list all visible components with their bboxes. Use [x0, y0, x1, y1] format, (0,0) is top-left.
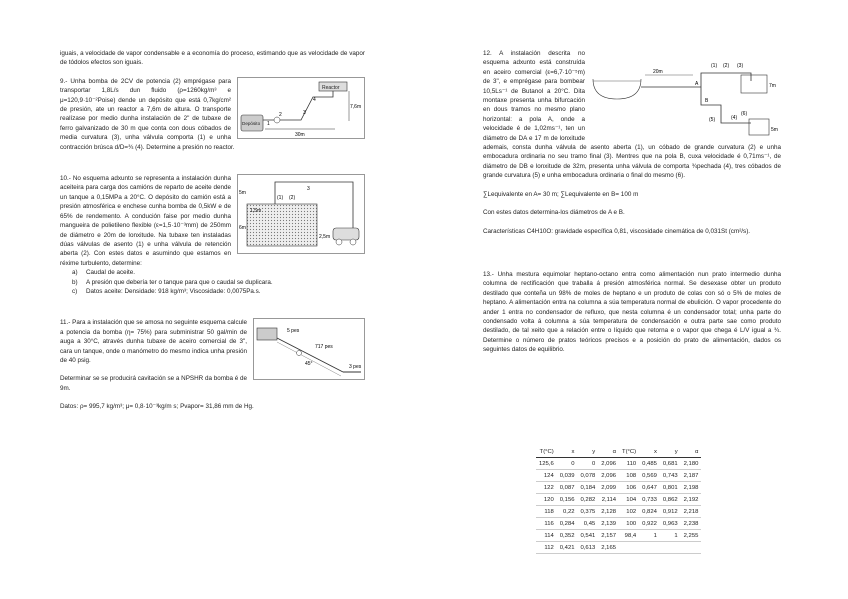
- table-cell: 125,6: [536, 458, 557, 470]
- svg-text:1,5m: 1,5m: [250, 208, 262, 215]
- table-cell: 0,647: [639, 482, 660, 494]
- table-cell: 2,139: [598, 518, 619, 530]
- table-cell: 0,862: [660, 494, 681, 506]
- svg-text:2: 2: [279, 111, 282, 118]
- reactor-label: Reactor: [322, 84, 340, 91]
- table-cell: 2,157: [598, 530, 619, 542]
- table-cell: 118: [536, 506, 557, 518]
- table-cell: 2,128: [598, 506, 619, 518]
- table-cell: 2,096: [598, 470, 619, 482]
- table-cell: 124: [536, 470, 557, 482]
- svg-text:717 pes: 717 pes: [315, 344, 333, 351]
- table-cell: 0,681: [660, 458, 681, 470]
- table-cell: 2,099: [598, 482, 619, 494]
- table-cell: 100: [619, 518, 639, 530]
- svg-text:7,6m: 7,6m: [350, 103, 362, 110]
- svg-text:(1): (1): [277, 195, 284, 202]
- table-cell: 0,733: [639, 494, 660, 506]
- table-row: [536, 458, 701, 470]
- table-cell: 2,238: [681, 518, 702, 530]
- svg-text:2,5m: 2,5m: [319, 234, 331, 241]
- svg-text:3: 3: [307, 186, 310, 193]
- deposito-label: Depósito: [242, 120, 261, 126]
- problem-11: [60, 318, 365, 411]
- table-cell: 114: [536, 530, 557, 542]
- table-cell: 0,743: [660, 470, 681, 482]
- table-cell: 106: [619, 482, 639, 494]
- table-cell: 0,284: [557, 518, 578, 530]
- intro-paragraph: iguais, a velocidade de vapor condensable e a economía do proceso, estimando que as velocidade de vapor de tódolos efectos son iguais.: [60, 50, 365, 67]
- svg-text:30m: 30m: [295, 131, 305, 138]
- list-item: c) Datos aceite: Densidade: 918 kg/m³; Viscosidade: 0,0075Pa.s.: [72, 287, 261, 295]
- table-cell: 112: [536, 542, 557, 554]
- equivalent-lengths: ∑Lequivalente en A= 30 m; ∑Lequivalente en B= 100 m: [483, 190, 639, 198]
- svg-text:5m: 5m: [239, 190, 246, 197]
- table-cell: 2,096: [598, 458, 619, 470]
- table-cell: 1: [660, 530, 681, 542]
- svg-text:(4): (4): [731, 115, 738, 121]
- svg-text:45°: 45°: [305, 361, 313, 368]
- svg-text:(2): (2): [723, 63, 730, 69]
- table-cell: 120: [536, 494, 557, 506]
- problem-9-text: 9.- Unha bomba de 2CV de potencia (2) emprégase para transportar 1,8L/s dun fluido (ρ=1260kg/m³ e μ=120,9·10⁻²Poise) dende un depósito que está 0,7kg/cm² de presión, ate un reactor a 7,6m de altura. O transporte realízase por medio dunha instalación de 2" de tubaxe de ferro galvanizado de 30 m que conta con dous cóbados de media curvatura (3), unha válvula comporta (1) e unha contracción brúsca d/D=¾ (4). Determine a presión no reactor.: [60, 77, 235, 151]
- svg-text:3 pes: 3 pes: [349, 364, 362, 371]
- table-cell: 102: [619, 506, 639, 518]
- table-cell: 0,22: [557, 506, 578, 518]
- table-cell: 2,180: [681, 458, 702, 470]
- datos-text: Datos: ρ= 995,7 kg/m³; μ= 0,8·10⁻³kg/m s; Pvapor= 31,86 mm de Hg.: [60, 403, 254, 411]
- problem-9-diagram: [237, 77, 365, 139]
- equilibrium-table: [536, 446, 701, 554]
- table-cell: 0,352: [557, 530, 578, 542]
- table-row: [536, 518, 701, 530]
- svg-text:(1): (1): [711, 63, 718, 69]
- table-cell: 116: [536, 518, 557, 530]
- table-cell: 110: [619, 458, 639, 470]
- problem-9: [60, 77, 365, 152]
- table-row: [536, 494, 701, 506]
- table-cell: 0,375: [578, 506, 599, 518]
- table-cell: [619, 542, 639, 554]
- table-cell: 98,4: [619, 530, 639, 542]
- svg-text:(3): (3): [737, 63, 744, 69]
- svg-text:(2): (2): [289, 195, 296, 202]
- table-row: [536, 470, 701, 482]
- table-row: [536, 506, 701, 518]
- svg-text:7m: 7m: [769, 83, 776, 89]
- table-cell: 0,912: [660, 506, 681, 518]
- problem-13: [483, 270, 781, 355]
- table-cell: 0,569: [639, 470, 660, 482]
- table-cell: 104: [619, 494, 639, 506]
- svg-text:(5): (5): [709, 117, 716, 123]
- problem-13-text: 13.- Unha mestura equimolar heptano-octano entra como alimentación nun prato intermedio dunha columna de rectificación que traballa á presión atmosférica normal. Se desexase obter un produto destilado que conteña un 98% de moles de heptano e un produto de colas con só o 5% de moles de heptano. A alimentación entra na columna a súa temperatura normal de ebulición. O vapor procedente do ander 1 entra no condensador de refluxo, que nesta columna é un condensador total; unha parte do condensado volta á columna a súa temperatura de condensación e outra parte sae como produto destilado, de tal xeito que a relación entre o líquido que retorna e o vapor que chega é L/V igual a ¾. Determine o número de pratos teóricos precisos e a posición do prato de alimentación, dados os seguintes datos de equilibrio.: [483, 270, 781, 354]
- table-cell: 0,421: [557, 542, 578, 554]
- table-cell: 0,541: [578, 530, 599, 542]
- table-cell: 0,087: [557, 482, 578, 494]
- left-column: [60, 49, 365, 412]
- svg-text:5 pes: 5 pes: [287, 328, 300, 335]
- table-cell: 2,192: [681, 494, 702, 506]
- table-cell: 1: [639, 530, 660, 542]
- table-cell: [660, 542, 681, 554]
- table-cell: 2,198: [681, 482, 702, 494]
- table-cell: 0,184: [578, 482, 599, 494]
- right-column: [483, 49, 781, 355]
- svg-text:(6): (6): [741, 111, 748, 117]
- table-cell: 0,963: [660, 518, 681, 530]
- determine-text: Con estes datos determina-los diámetros de A e B.: [483, 209, 625, 217]
- problem-11-diagram: [253, 318, 365, 380]
- table-cell: 122: [536, 482, 557, 494]
- cavitation-text: Determinar se se producirá cavitación se a NPSHR da bomba é de 9m.: [60, 375, 247, 392]
- svg-text:20m: 20m: [653, 69, 663, 75]
- table-cell: 0,824: [639, 506, 660, 518]
- list-item: a) Caudal de aceite.: [72, 269, 136, 277]
- table-cell: 2,165: [598, 542, 619, 554]
- table-cell: 2,187: [681, 470, 702, 482]
- table-cell: 0,485: [639, 458, 660, 470]
- problem-10-text: 10.- No esquema adxunto se representa a instalación dunha aceiteira para carga dos camións de reparto de aceite dende un tanque a 0,15MPa a 20°C. O depósito do camión está a presión atmosférica e enchese cunha bomba de 0,5kW e de 65% de rendemento. A condución faise por medio dunha mangueira de polietileno flexible (ε=1,5·10⁻³mm) de 250mm de diámetro e 20m de lonxitude. Na tubaxe ten instaladas dúas válvulas de asento (1) e unha válvula de retención aberta (2). Con estes datos e asumindo que estamos en réxime turbulento, determine:: [60, 175, 231, 267]
- problem-12: [483, 49, 781, 236]
- table-cell: 0,613: [578, 542, 599, 554]
- table-cell: 2,114: [598, 494, 619, 506]
- butanol-properties: Características C4H10O: gravidade específica 0,81, viscosidade cinemática de 0,031St (cm²/s).: [483, 227, 751, 235]
- svg-text:B: B: [705, 98, 709, 104]
- table-cell: 0,282: [578, 494, 599, 506]
- table-cell: [639, 542, 660, 554]
- table-row: [536, 482, 701, 494]
- problem-12-diagram: [591, 49, 781, 141]
- problem-11-text: 11.- Para a instalación que se amosa no seguinte esquema calcule a potencia da bomba (η= 75%) para subministrar 50 gal/min de auga a 30°C, através dunha tubaxe de aceiro comercial de 3", cara un tanque, onde o manómetro do mesmo indica unha presión de 40 psig.: [60, 319, 247, 364]
- table-cell: 0,039: [557, 470, 578, 482]
- problem-10-diagram: [237, 174, 365, 254]
- svg-text:1: 1: [267, 120, 270, 127]
- table-row: [536, 542, 701, 554]
- table-cell: [681, 542, 702, 554]
- table-header-row: T(°C) x y α T(°C) x y α: [536, 446, 701, 458]
- table-cell: 0,45: [578, 518, 599, 530]
- table-cell: 0,156: [557, 494, 578, 506]
- table-cell: 0,922: [639, 518, 660, 530]
- svg-text:5m: 5m: [771, 127, 778, 133]
- problem-10-items: [60, 268, 365, 296]
- svg-text:4: 4: [313, 96, 316, 103]
- table-row: [536, 530, 701, 542]
- svg-text:6m: 6m: [239, 225, 246, 232]
- table-cell: 0: [557, 458, 578, 470]
- list-item: b) A presión que debería ter o tanque para que o caudal se duplicara.: [72, 278, 273, 286]
- table-cell: 2,218: [681, 506, 702, 518]
- table-cell: 2,255: [681, 530, 702, 542]
- svg-text:3: 3: [303, 109, 306, 116]
- table-cell: 0: [578, 458, 599, 470]
- problem-12-text: 12. A instalación descrita no esquema adxunto está construída en aceiro comercial (ε=6,7·10⁻⁵m) de 3", e emprégase para bombear 10,5Ls⁻¹ de Butanol a 20°C. Dita montaxe presenta unha bifurcación en dous tramos no mesmo plano horizontal: a pola A, onde a velocidade é de 1,02ms⁻¹, ten un diámetro de DA e 17 m de lonxitude ademais, consta dunha válvula de asento aberta (1), un cóbado de grande curvatura (2) e unha embocadura ordinaria no seu tramo final (3). Mentres que na pola B, cuxa velocidade é 0,71ms⁻¹, de diámetro de DB e lonxitude de 32m, presenta unha válvula de comporta ¾pechada (4), tres cóbados de grande curvatura (5) e unha embocadura ordinaria o final do mesmo (6).: [483, 50, 781, 180]
- svg-text:A: A: [695, 81, 699, 87]
- problem-10: [60, 174, 365, 296]
- table-cell: 108: [619, 470, 639, 482]
- table-cell: 0,078: [578, 470, 599, 482]
- table-cell: 0,801: [660, 482, 681, 494]
